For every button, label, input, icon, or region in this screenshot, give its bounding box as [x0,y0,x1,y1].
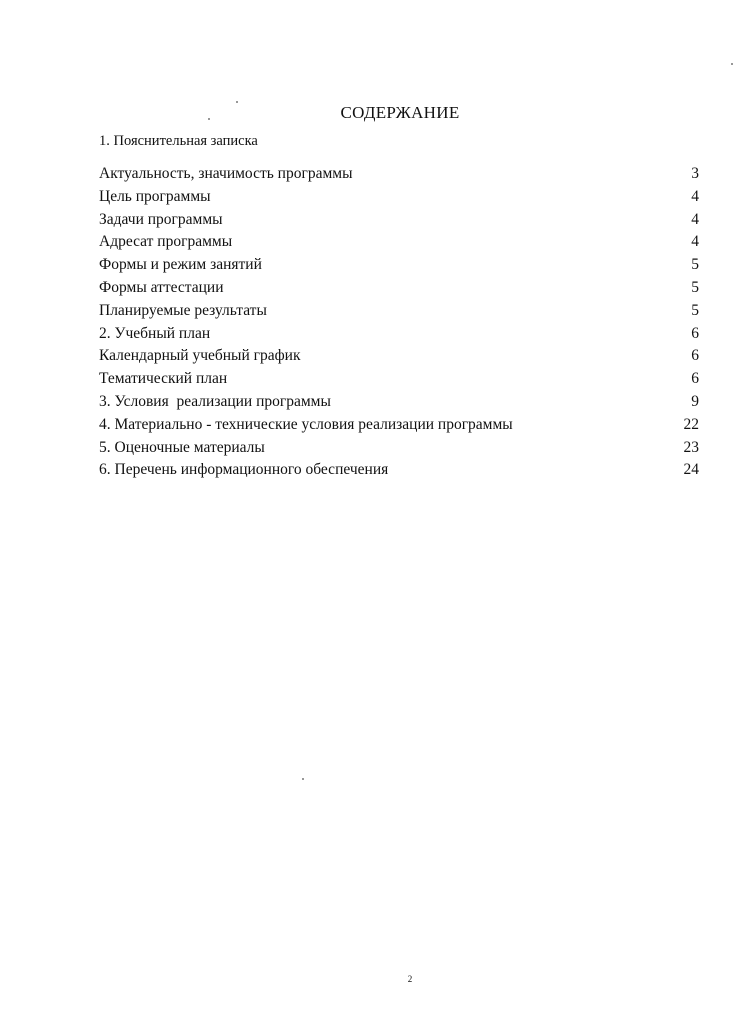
toc-entry [99,414,699,437]
toc-entry-page: 23 [683,438,699,456]
toc-entry-label: Адресат программы [99,233,233,251]
scan-speck [302,778,304,780]
toc-entry-label: 3. Условия реализации программы [99,392,331,410]
page-number: 2 [407,974,413,984]
scan-speck [731,63,733,65]
toc-entry-label: 6. Перечень информационного обеспечения [99,461,389,479]
toc-entry-label: 2. Учебный план [99,324,211,342]
toc-entry-label: Задачи программы [99,210,223,228]
toc-entry-page: 24 [683,461,699,479]
toc-entry-label: 4. Материально - технические условия реализации программы [99,415,513,433]
toc-entry [99,186,699,209]
toc-entry-label: Формы аттестации [99,278,224,296]
toc-entry-page: 6 [691,370,699,388]
toc-entry [99,231,699,254]
toc-entry [99,300,699,323]
toc-entry-page: 3 [691,165,699,182]
toc-entry [99,437,699,460]
toc-entry [99,368,699,391]
toc-entry-page: 5 [691,278,699,296]
toc-entry [99,277,699,300]
toc-entry [99,323,699,346]
toc-entry [99,345,699,368]
toc-entry-label: Планируемые результаты [99,301,267,319]
toc-entry [99,391,699,414]
toc-section-heading: 1. Пояснительная записка [99,133,258,149]
toc-entry [99,209,699,232]
toc-entry [99,254,699,277]
toc-entry-label: Тематический план [99,370,228,388]
toc-entry-page: 22 [683,415,699,433]
toc-title: СОДЕРЖАНИЕ [340,103,460,122]
toc-entry-page: 6 [691,347,699,365]
toc-entry-page: 4 [691,210,699,228]
toc-entry-page: 4 [691,233,699,251]
toc-entry-label: Календарный учебный график [99,347,301,365]
toc-entry [99,163,699,186]
toc-entry-label: Актуальность, значимость программы [99,165,353,182]
toc-entry-page: 5 [691,301,699,319]
toc-entry-label: Формы и режим занятий [99,256,262,274]
toc-entry-label: 5. Оценочные материалы [99,438,265,456]
toc-entry-label: Цель программы [99,187,211,205]
toc-entry-page: 5 [691,256,699,274]
toc-list [99,163,699,482]
toc-entry-page: 9 [691,392,699,410]
toc-entry [99,459,699,482]
toc-entry-page: 6 [691,324,699,342]
toc-entry-page: 4 [691,187,699,205]
